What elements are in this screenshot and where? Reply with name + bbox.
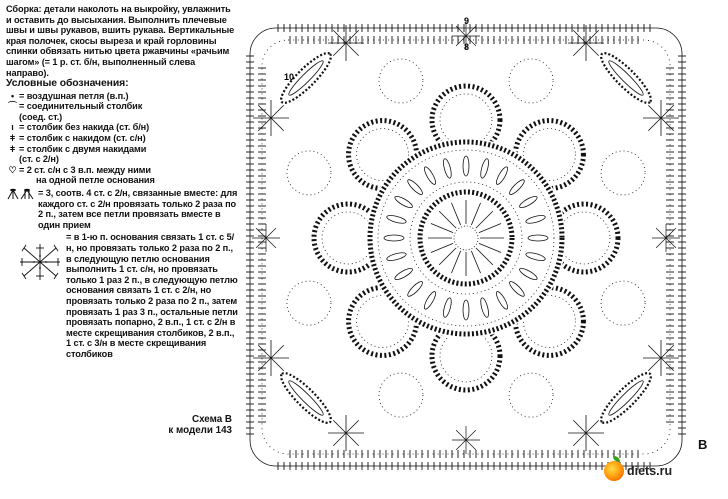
crochet-diagram xyxy=(236,6,696,476)
legend-item: ⌒ = соединительный столбик xyxy=(6,101,238,112)
diagram-numbers xyxy=(284,16,469,82)
instructions-column xyxy=(6,4,238,360)
row-number: 10 xyxy=(284,72,295,82)
diagram-caption xyxy=(122,414,232,436)
cluster-legend xyxy=(6,188,238,230)
legend-title: Условные обозначения: xyxy=(6,78,129,90)
legend-list xyxy=(6,91,238,186)
legend-item: • = воздушная петля (в.п.) xyxy=(6,91,238,102)
double-crochet-icon: ǂ xyxy=(9,133,16,144)
center-rings xyxy=(366,138,566,338)
asterisk-description: = в 1-ю п. основания связать 1 ст. с 5/н, но провязать только 2 раза по 2 п., в следующую петлю основания выполнить 1 ст. с/н, но провязать только 1 раз 2 п., в следующую петлю основания связать 1 ст. с 2/н, но провязать только 2 раза по 2 п., затем провязать 1 раз 3 п., остальные петли провязать попарно, 2 в.п., 1 ст. с 2/н в месте скрещивания столбиков, 2 в.п., 1 ст. с 3/н в месте скрещивания столбиков xyxy=(66,232,238,359)
slip-stitch-icon: ⌒ xyxy=(8,101,17,112)
watermark-text: diets.ru xyxy=(627,464,673,478)
assembly-heading: Сборка: xyxy=(6,4,42,14)
cluster-description: = 3, соотв. 4 ст. с 2/н, связанные вместе: для каждого ст. с 2/н провязать только 2 раза по 2 п., затем все петли провязать вместе в один прием xyxy=(38,188,238,230)
legend-item: (соед. ст.) xyxy=(19,111,63,122)
caption-subtitle: к модели 143 xyxy=(168,425,232,436)
single-crochet-icon: ı xyxy=(11,122,14,133)
apple-icon xyxy=(604,461,624,481)
row-number: 8 xyxy=(464,42,470,52)
legend-item: на одной петле основания xyxy=(36,175,155,186)
watermark-logo xyxy=(604,461,672,481)
assembly-text xyxy=(6,4,238,78)
asterisk-legend xyxy=(6,232,238,359)
legend-item: (ст. с 2/н) xyxy=(19,154,59,165)
legend-item: ǂ = столбик с накидом (ст. с/н) xyxy=(6,133,238,144)
legend-item: ♡ = 2 ст. с/н с 3 в.п. между ними xyxy=(6,165,238,176)
v-stitch-icon: ♡ xyxy=(8,164,17,175)
asterisk-stitch-icon xyxy=(16,242,64,282)
caption-title: Схема В xyxy=(192,414,232,425)
chain-dot-icon: • xyxy=(10,90,15,101)
diagram-label: В xyxy=(698,437,708,452)
legend-item: ı = столбик без накида (ст. б/н) xyxy=(6,122,238,133)
legend-item: ǂ = столбик с двумя накидами xyxy=(6,144,238,155)
treble-crochet-icon: ǂ xyxy=(9,143,16,154)
row-number: 9 xyxy=(464,16,470,26)
cluster-icon xyxy=(6,188,38,203)
assembly-body: детали наколоть на выкройку, увлажнить и оставить до высыхания. Выполнить плечевые швы и швы рукавов, вшить рукава. Вертикальные края полочек, скосы выреза и край горловины спинки обвязать нитью цвета ржавчины «рачьим шагом» (= 1 р. ст. б/н, выполненный слева направо). xyxy=(6,4,235,78)
